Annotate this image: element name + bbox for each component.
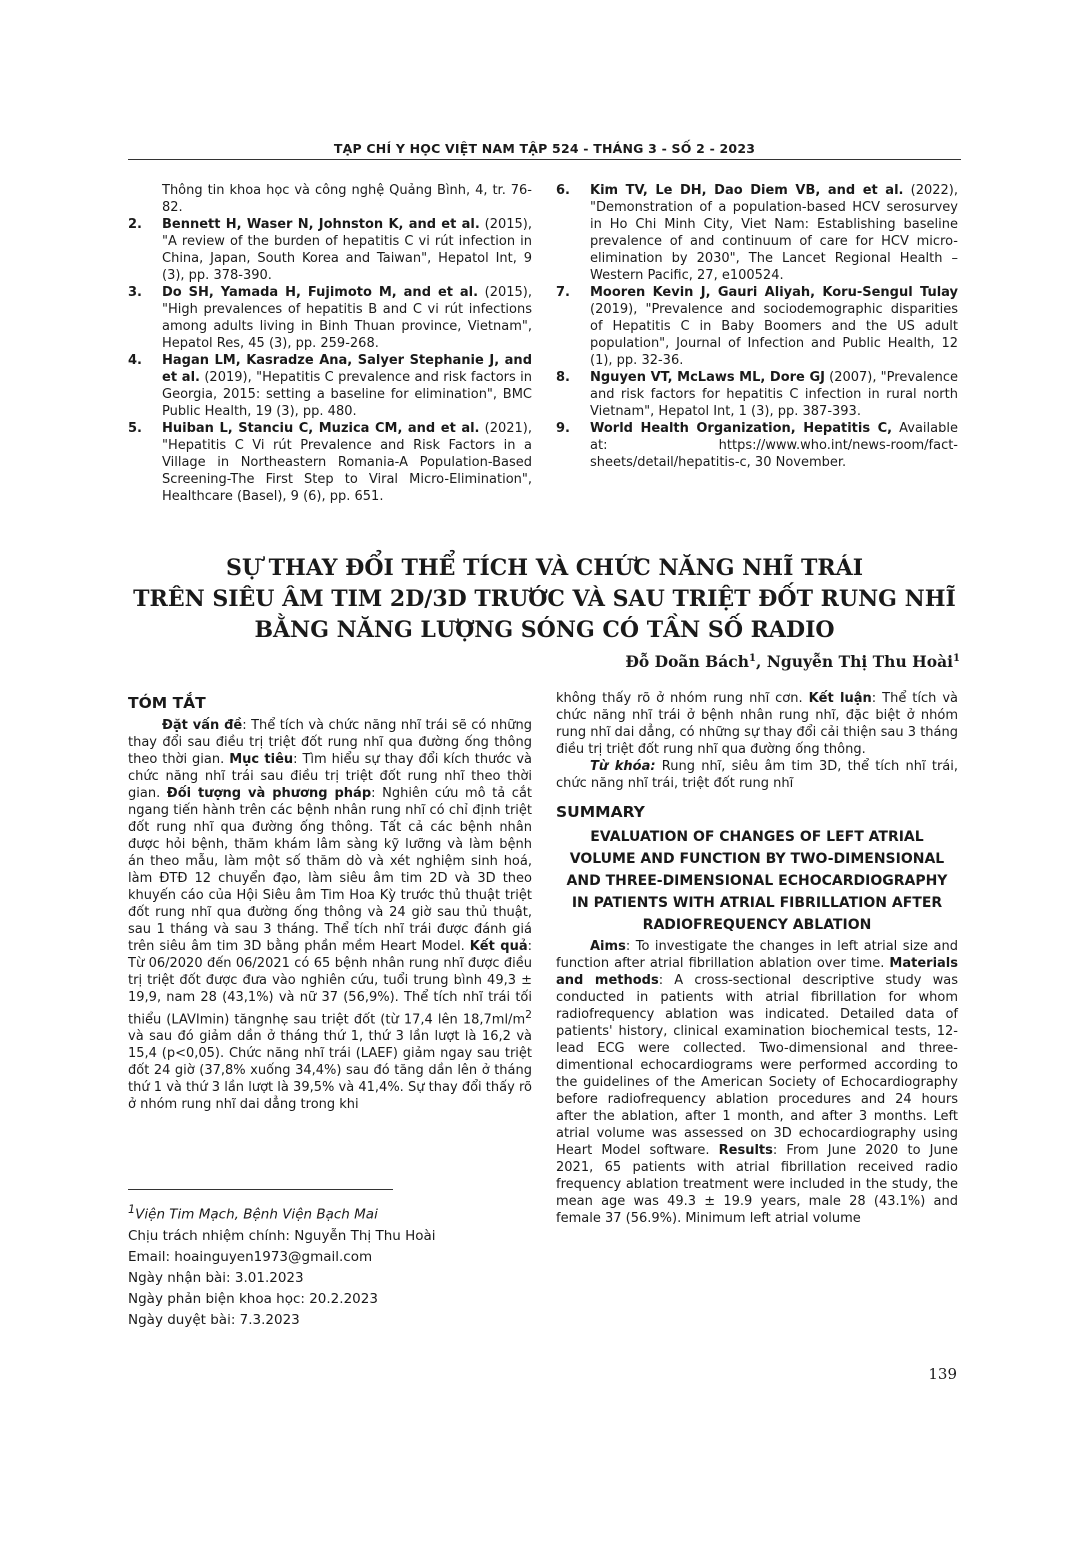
reference-authors: Bennett H, Waser N, Johnston K, and et al. — [162, 217, 480, 232]
footnote-accepted: Ngày duyệt bài: 7.3.2023 — [128, 1311, 300, 1328]
label-keywords: Từ khóa: — [590, 759, 656, 774]
summary-methods-text: : A cross-sectional descriptive study was conducted in patients with atrial fibrillation for whom radiofrequency ablation was indicated. Detailed data of patients' history, clinical examination biochemical tests, 12-lead ECG were collected. Two-dimensional and three-dimentional echocardiograms were performed according to the guidelines of the American Society of Echocardiography before radiofrequency ablation procedures and 24 hours after the ablation, after 1 month, and after 3 months. Left atrial volume was assessed on 3D echocardiography using Heart Model software. — [556, 973, 958, 1158]
footnote-received: Ngày nhận bài: 3.01.2023 — [128, 1269, 304, 1286]
reference-item — [128, 420, 532, 505]
title-line: SỰ THAY ĐỔI THỂ TÍCH VÀ CHỨC NĂNG NHĨ TRÁI — [225, 555, 864, 581]
abstract-right-column — [556, 690, 958, 1227]
author-affiliation-mark: 1 — [748, 652, 756, 664]
summary-results-text: : From June 2020 to June 2021, 65 patients with atrial fibrillation received radio frequency ablation treatment were included in the study, the mean age was 49.3 ± 19.9 years, male 28 (43.1%) and female 37 (56.9%). Minimum left atrial volume — [556, 1143, 958, 1226]
abstract-objective-text: : Tìm hiểu sự thay đổi kích thước và chức năng nhĩ trái sau điều trị triệt đốt rung nhĩ theo thời gian. — [128, 752, 532, 801]
article-title — [128, 553, 961, 646]
reference-number: 5. — [128, 421, 142, 436]
footnote-mark: 1 — [128, 1203, 136, 1216]
reference-number: 9. — [556, 421, 570, 436]
reference-number: 8. — [556, 370, 570, 385]
reference-authors: Hagan LM, Kasradze Ana, Salyer Stephanie J, and et al. — [162, 353, 532, 385]
reference-authors: Huiban L, Stanciu C, Muzica CM, and et al. — [162, 421, 480, 436]
reference-item — [556, 182, 958, 284]
reference-number: 6. — [556, 183, 570, 198]
reference-authors: Mooren Kevin J, Gauri Aliyah, Koru-Sengul Tulay — [590, 285, 958, 300]
reference-item — [556, 369, 958, 420]
footnote-affiliation — [128, 1199, 532, 1226]
reference-text: (2021), "Hepatitis C Vi rút Prevalence and Risk Factors in a Village in Northeastern Romania-A Population-Based Screening-The First Step to Viral Micro-Elimination", Healthcare (Basel), 9 (6), pp. 651. — [162, 421, 532, 504]
label-methods: Đối tượng và phương pháp — [166, 786, 372, 801]
footnote-affiliation-text: Viện Tim Mạch, Bệnh Viện Bạch Mai — [135, 1206, 378, 1223]
label-background: Đặt vấn đề — [162, 718, 243, 733]
label-results: Kết quả — [469, 939, 528, 954]
keywords — [556, 758, 958, 792]
abstract-results-text: : Từ 06/2020 đến 06/2021 có 65 bệnh nhân rung nhĩ được điều trị triệt đốt được đưa vào nghiên cứu, tuổi trung bình 49,3 ± 19,9, nam 28 (43,1%) và nữ 37 (56,9%). Thể tích nhĩ trái tối thiểu (LAVImin) tăngnhẹ sau triệt đốt (từ 17,4 lên 18,7ml/m — [128, 939, 532, 1028]
author-list — [625, 652, 960, 671]
abstract-paragraph — [128, 717, 532, 1113]
abstract-results-text-end: không thấy rõ ở nhóm rung nhĩ cơn. — [556, 691, 809, 706]
footnote-email: Email: hoainguyen1973@gmail.com — [128, 1248, 373, 1265]
english-title: EVALUATION OF CHANGES OF LEFT ATRIAL VOLUME AND FUNCTION BY TWO-DIMENSIONAL AND THREE-DIMENSIONAL ECHOCARDIOGRAPHY IN PATIENTS WITH ATRIAL FIBRILLATION AFTER RADIOFREQUENCY ABLATION — [566, 829, 948, 933]
label-objective: Mục tiêu — [229, 752, 294, 767]
author-affiliation-mark: 1 — [953, 652, 960, 664]
reference-text: (2015), "A review of the burden of hepatitis C vi rút infection in China, Japan, South Korea and Taiwan", Hepatol Int, 9 (3), pp. 378-390. — [162, 217, 532, 283]
abstract-left-column — [128, 693, 532, 1113]
journal-header: TẠP CHÍ Y HỌC VIỆT NAM TẬP 524 - THÁNG 3 - SỐ 2 - 2023 — [333, 141, 756, 156]
reference-number: 4. — [128, 353, 142, 368]
footnote-rule — [128, 1189, 393, 1190]
abstract-conclusion-text: : Thể tích và chức năng nhĩ trái ở bệnh nhân rung nhĩ, đặc biệt ở nhóm rung nhĩ dai dẳng, có những sự thay đổi cải thiện sau 3 tháng điều trị triệt đốt rung nhĩ qua đường ống thông. — [556, 691, 958, 757]
reference-number: 7. — [556, 285, 570, 300]
reference-text: Available at: https://www.who.int/news-room/fact-sheets/detail/hepatitis-c, 30 November. — [590, 421, 958, 470]
summary-aims-text: : To investigate the changes in left atrial size and function after atrial fibrillation ablation over time. — [556, 939, 958, 971]
reference-item — [556, 284, 958, 369]
reference-authors: Kim TV, Le DH, Dao Diem VB, and et al. — [590, 183, 904, 198]
reference-text: (2015), "High prevalences of hepatitis B and C vi rút infections among adults living in Binh Thuan province, Vietnam", Hepatol Res, 45 (3), pp. 259-268. — [162, 285, 533, 351]
label-results-en: Results — [718, 1143, 773, 1158]
label-conclusion: Kết luận — [808, 691, 872, 706]
author-name: Đỗ Doãn Bách — [625, 652, 749, 671]
reference-item — [128, 352, 532, 420]
reference-number: 3. — [128, 285, 142, 300]
reference-text: (2019), "Hepatitis C prevalence and risk factors in Georgia, 2015: setting a baseline for elimination", BMC Public Health, 19 (3), pp. 480. — [162, 370, 533, 419]
footnote-reviewed: Ngày phản biện khoa học: 20.2.2023 — [128, 1290, 378, 1307]
reference-authors: Do SH, Yamada H, Fujimoto M, and et al. — [162, 285, 479, 300]
page-number: 139 — [928, 1365, 957, 1383]
abstract-methods-text: : Nghiên cứu mô tả cắt ngang tiến hành trên các bệnh nhân rung nhĩ có chỉ định triệt đốt rung nhĩ qua đường ống thông. Tất cả các bệnh nhân được hỏi bệnh, thăm khám lâm sàng kỹ lưỡng và làm bệnh án theo mẫu, làm một số thăm dò và xét nghiệm sinh hoá, làm ĐTĐ 12 chuyển đạo, làm siêu âm tim 2D và 3D theo khuyến cáo của Hội Siêu âm Tim Hoa Kỳ trước thủ thuật triệt đốt rung nhĩ qua đường ống thông và 24 giờ sau thủ thuật, sau 1 tháng và sau 3 tháng. Thể tích nhĩ trái được đánh giá trên siêu âm tim 3D bằng phần mềm Heart Model. — [128, 786, 533, 954]
reference-text: (2022), "Demonstration of a population-based HCV serosurvey in Ho Chi Minh City, Viet Nam: Establishing baseline prevalence of and continuum of care for HCV micro-elimination by 2030", The Lancet Regional Health – Western Pacific, 27, e100524. — [590, 183, 958, 283]
abstract-results-text-cont: và sau đó giảm dần ở tháng thứ 1, thứ 3 lần lượt là 16,2 và 15,4 (p<0,05). Chức năng nhĩ trái (LAEF) giảm ngay sau triệt đốt 24 giờ (37,8% xuống 34,4%) sau đó tăng dần lên ở tháng thứ 1 và thứ 3 lần lượt là 39,5% và 41,4%. Sự thay đổi thấy rõ ở nhóm rung nhĩ dai dẳng trong khi — [128, 1029, 532, 1113]
reference-number: 2. — [128, 217, 142, 232]
references-right-column — [556, 182, 958, 471]
header-rule — [128, 159, 961, 160]
summary-paragraph — [556, 938, 958, 1227]
label-materials-methods: Materials and methods — [556, 956, 958, 988]
reference-continuation: Thông tin khoa học và công nghệ Quảng Bình, 4, tr. 76-82. — [162, 183, 532, 215]
title-line: BẰNG NĂNG LƯỢNG SÓNG CÓ TẦN SỐ RADIO — [254, 617, 835, 643]
superscript: 2 — [525, 1008, 532, 1021]
reference-text: (2007), "Prevalence and risk factors for hepatitis C infection in rural north Vietnam", Hepatol Int, 1 (3), pp. 387-393. — [590, 370, 958, 419]
abstract-paragraph-cont — [556, 690, 958, 758]
author-name: Nguyễn Thị Thu Hoài — [766, 652, 954, 671]
abstract-background-text: : Thể tích và chức năng nhĩ trái sẽ có những thay đổi sau điều trị triệt đốt rung nhĩ qua đường ống thông theo thời gian. — [128, 718, 532, 767]
references-left-column — [128, 182, 532, 505]
keywords-text: Rung nhĩ, siêu âm tim 3D, thể tích nhĩ trái, chức năng nhĩ trái, triệt đốt rung nhĩ — [556, 759, 959, 791]
author-separator: , — [755, 652, 767, 671]
reference-authors: Nguyen VT, McLaws ML, Dore GJ — [590, 370, 825, 385]
reference-item — [128, 284, 532, 352]
footnote-responsible: Chịu trách nhiệm chính: Nguyễn Thị Thu Hoài — [128, 1227, 436, 1244]
footnote — [128, 1199, 532, 1331]
summary-heading: SUMMARY — [556, 803, 645, 821]
reference-item — [128, 216, 532, 284]
reference-authors: World Health Organization, Hepatitis C, — [590, 421, 893, 436]
reference-text: (2019), "Prevalence and sociodemographic disparities of Hepatitis C in Baby Boomers and the US adult population", Journal of Infection and Public Health, 12 (1), pp. 32-36. — [590, 302, 958, 368]
title-line: TRÊN SIÊU ÂM TIM 2D/3D TRƯỚC VÀ SAU TRIỆT ĐỐT RUNG NHĨ — [133, 586, 956, 612]
label-aims: Aims — [590, 939, 626, 954]
reference-item — [556, 420, 958, 471]
abstract-heading: TÓM TẮT — [128, 694, 206, 712]
